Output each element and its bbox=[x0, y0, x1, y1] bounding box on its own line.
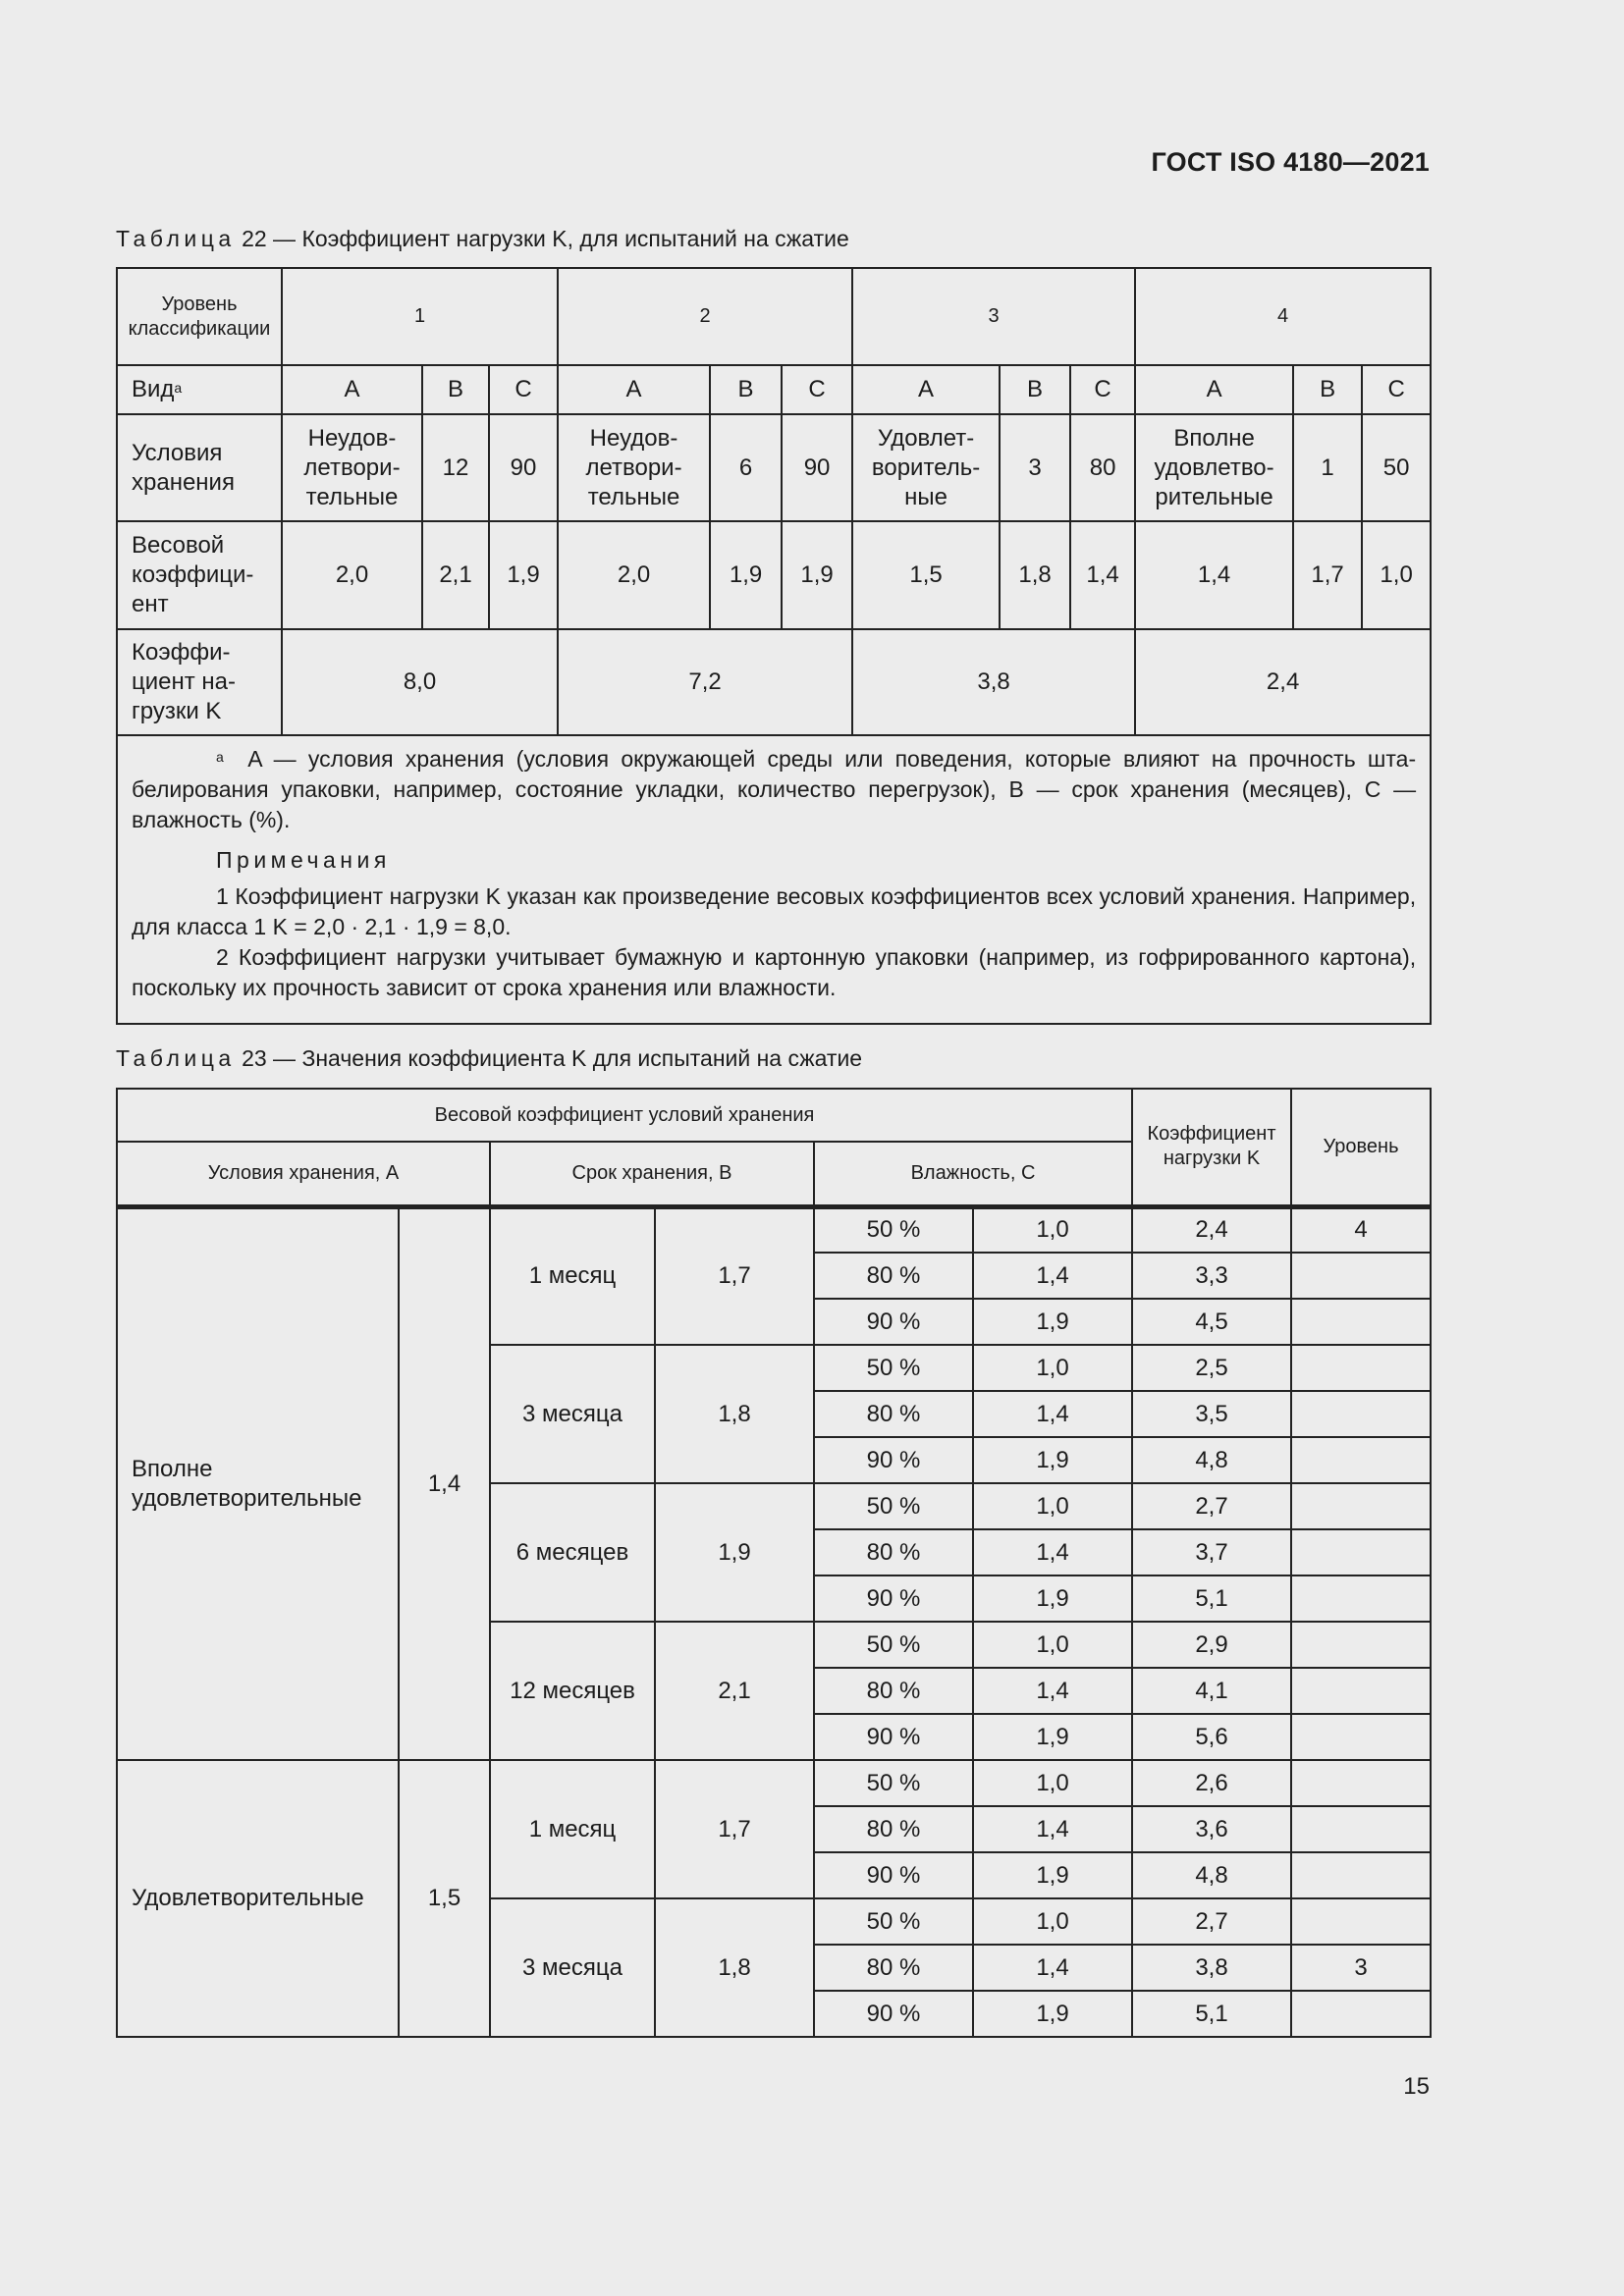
level-cell: 3 bbox=[1291, 1945, 1431, 1991]
humidity-cell: 80 % bbox=[814, 1806, 973, 1852]
table23-caption-text: 23 — Значения коэффициента K для испытаний на сжатие bbox=[235, 1045, 863, 1071]
load-coefficient-cell: 2,6 bbox=[1132, 1760, 1291, 1806]
notes-title: Примечания bbox=[216, 847, 391, 873]
condition-cell: 12 bbox=[422, 414, 489, 521]
condition-cell: 1 bbox=[1293, 414, 1362, 521]
humidity-header: Влажность, C bbox=[814, 1142, 1132, 1206]
humidity-cell: 80 % bbox=[814, 1529, 973, 1575]
humidity-cell: 80 % bbox=[814, 1945, 973, 1991]
storage-condition-cell: Удовлетворительные bbox=[117, 1760, 399, 2037]
humidity-factor-cell: 1,0 bbox=[973, 1622, 1132, 1668]
load-cell: 8,0 bbox=[282, 629, 558, 735]
level-cell bbox=[1291, 1483, 1431, 1529]
storage-term-cell: 12 месяцев bbox=[490, 1622, 655, 1760]
kind-footnote-mark: а bbox=[174, 380, 183, 396]
kind-cell: B bbox=[1000, 365, 1070, 414]
humidity-factor-cell: 1,9 bbox=[973, 1714, 1132, 1760]
table22-caption bbox=[116, 226, 849, 252]
table23-caption bbox=[116, 1045, 862, 1072]
term-factor-cell: 1,7 bbox=[655, 1206, 814, 1345]
storage-term-cell: 3 месяца bbox=[490, 1898, 655, 2037]
table-22 bbox=[116, 267, 1432, 1025]
kind-row-header bbox=[117, 365, 282, 414]
load-coefficient-cell: 3,6 bbox=[1132, 1806, 1291, 1852]
load-coefficient-cell: 5,1 bbox=[1132, 1575, 1291, 1622]
level-cell bbox=[1291, 1529, 1431, 1575]
humidity-factor-cell: 1,4 bbox=[973, 1391, 1132, 1437]
load-cell: 7,2 bbox=[558, 629, 852, 735]
kind-label: Вид bbox=[132, 376, 175, 402]
storage-term-cell: 6 месяцев bbox=[490, 1483, 655, 1622]
weight-cell: 1,9 bbox=[782, 521, 852, 629]
level-header: Уровень bbox=[1291, 1089, 1431, 1206]
load-coefficient-cell: 4,8 bbox=[1132, 1437, 1291, 1483]
condition-factor-cell: 1,5 bbox=[399, 1760, 490, 2037]
term-factor-cell: 1,7 bbox=[655, 1760, 814, 1898]
humidity-factor-cell: 1,9 bbox=[973, 1299, 1132, 1345]
term-factor-cell: 1,8 bbox=[655, 1898, 814, 2037]
humidity-cell: 80 % bbox=[814, 1668, 973, 1714]
load-coefficient-cell: 5,6 bbox=[1132, 1714, 1291, 1760]
humidity-factor-cell: 1,4 bbox=[973, 1529, 1132, 1575]
table-row bbox=[117, 1206, 1431, 1253]
level-cell bbox=[1291, 1437, 1431, 1483]
level-cell bbox=[1291, 1622, 1431, 1668]
load-coefficient-cell: 2,9 bbox=[1132, 1622, 1291, 1668]
term-factor-cell: 2,1 bbox=[655, 1622, 814, 1760]
level-cell bbox=[1291, 1898, 1431, 1945]
conditions-row-header: Условия хранения bbox=[117, 414, 282, 521]
humidity-cell: 80 % bbox=[814, 1253, 973, 1299]
load-coefficient-cell: 2,5 bbox=[1132, 1345, 1291, 1391]
humidity-factor-cell: 1,9 bbox=[973, 1852, 1132, 1898]
condition-cell: 80 bbox=[1070, 414, 1135, 521]
weight-coefficient-header: Весовой коэффициент условий хранения bbox=[117, 1089, 1132, 1142]
load-coefficient-header: Коэффициент нагрузки K bbox=[1132, 1089, 1291, 1206]
weight-cell: 2,0 bbox=[558, 521, 710, 629]
weight-cell: 1,9 bbox=[489, 521, 558, 629]
note-1: 1 Коэффициент нагрузки K указан как произведение весовых коэффициентов всех условий хранения. Например, для класса 1 K = 2,0 · 2,1 · 1,9 = 8,0. bbox=[132, 883, 1417, 939]
humidity-factor-cell: 1,4 bbox=[973, 1253, 1132, 1299]
load-coefficient-cell: 3,3 bbox=[1132, 1253, 1291, 1299]
table-row bbox=[117, 1760, 1431, 1806]
humidity-cell: 50 % bbox=[814, 1483, 973, 1529]
condition-cell: Неудовлетворительные bbox=[558, 414, 710, 521]
level-4: 4 bbox=[1135, 268, 1431, 365]
condition-cell: Удовлетворительные bbox=[852, 414, 1000, 521]
load-cell: 2,4 bbox=[1135, 629, 1431, 735]
condition-cell: 90 bbox=[782, 414, 852, 521]
condition-cell: 3 bbox=[1000, 414, 1070, 521]
humidity-cell: 90 % bbox=[814, 1852, 973, 1898]
level-cell bbox=[1291, 1852, 1431, 1898]
humidity-cell: 90 % bbox=[814, 1575, 973, 1622]
load-coefficient-cell: 2,7 bbox=[1132, 1483, 1291, 1529]
level-2: 2 bbox=[558, 268, 852, 365]
level-3: 3 bbox=[852, 268, 1135, 365]
level-cell bbox=[1291, 1345, 1431, 1391]
humidity-cell: 50 % bbox=[814, 1760, 973, 1806]
humidity-cell: 90 % bbox=[814, 1991, 973, 2037]
kind-cell: B bbox=[1293, 365, 1362, 414]
humidity-factor-cell: 1,9 bbox=[973, 1991, 1132, 2037]
weight-cell: 1,9 bbox=[710, 521, 782, 629]
table22-notes bbox=[117, 735, 1431, 1024]
condition-cell: 90 bbox=[489, 414, 558, 521]
level-cell bbox=[1291, 1253, 1431, 1299]
level-cell: 4 bbox=[1291, 1206, 1431, 1253]
note-2: 2 Коэффициент нагрузки учитывает бумажную и картонную упаковки (например, из гофрированного картона), поскольку их прочность зависит от срока хранения или влажности. bbox=[132, 944, 1417, 1000]
storage-term-cell: 1 месяц bbox=[490, 1206, 655, 1345]
weight-cell: 1,0 bbox=[1362, 521, 1431, 629]
table22-caption-text: 22 — Коэффициент нагрузки K, для испытаний на сжатие bbox=[235, 226, 849, 251]
humidity-cell: 50 % bbox=[814, 1206, 973, 1253]
level-cell bbox=[1291, 1806, 1431, 1852]
condition-cell: 50 bbox=[1362, 414, 1431, 521]
load-coefficient-cell: 4,5 bbox=[1132, 1299, 1291, 1345]
kind-cell: C bbox=[782, 365, 852, 414]
humidity-factor-cell: 1,0 bbox=[973, 1760, 1132, 1806]
humidity-factor-cell: 1,4 bbox=[973, 1668, 1132, 1714]
humidity-cell: 80 % bbox=[814, 1391, 973, 1437]
level-1: 1 bbox=[282, 268, 558, 365]
load-coefficient-cell: 4,8 bbox=[1132, 1852, 1291, 1898]
load-coefficient-cell: 3,8 bbox=[1132, 1945, 1291, 1991]
storage-condition-cell: Вполне удовлетворительные bbox=[117, 1206, 399, 1760]
footnote-text: A — условия хранения (условия окружающей среды или поведения, которые влияют на прочность штабелирования упаковки, например, состояние укладки, количество перегрузок), B — срок хранения (месяцев), C — влажность (%). bbox=[132, 746, 1417, 832]
kind-cell: A bbox=[852, 365, 1000, 414]
kind-cell: B bbox=[710, 365, 782, 414]
document-code: ГОСТ ISO 4180—2021 bbox=[1151, 147, 1430, 177]
humidity-factor-cell: 1,4 bbox=[973, 1945, 1132, 1991]
weight-cell: 1,5 bbox=[852, 521, 1000, 629]
level-row-header: Уровень классификации bbox=[117, 268, 282, 365]
load-coefficient-cell: 2,7 bbox=[1132, 1898, 1291, 1945]
humidity-cell: 90 % bbox=[814, 1714, 973, 1760]
level-cell bbox=[1291, 1714, 1431, 1760]
weight-row-header: Весовой коэффициент bbox=[117, 521, 282, 629]
weight-cell: 1,8 bbox=[1000, 521, 1070, 629]
humidity-factor-cell: 1,0 bbox=[973, 1483, 1132, 1529]
load-coefficient-cell: 3,5 bbox=[1132, 1391, 1291, 1437]
weight-cell: 1,7 bbox=[1293, 521, 1362, 629]
condition-cell: 6 bbox=[710, 414, 782, 521]
weight-cell: 1,4 bbox=[1070, 521, 1135, 629]
kind-cell: C bbox=[1070, 365, 1135, 414]
weight-cell: 2,0 bbox=[282, 521, 422, 629]
load-coefficient-cell: 4,1 bbox=[1132, 1668, 1291, 1714]
kind-cell: A bbox=[1135, 365, 1293, 414]
humidity-cell: 90 % bbox=[814, 1437, 973, 1483]
term-factor-cell: 1,8 bbox=[655, 1345, 814, 1483]
level-cell bbox=[1291, 1575, 1431, 1622]
kind-cell: A bbox=[282, 365, 422, 414]
table22-caption-prefix: Таблица bbox=[116, 226, 236, 251]
humidity-factor-cell: 1,0 bbox=[973, 1206, 1132, 1253]
humidity-cell: 90 % bbox=[814, 1299, 973, 1345]
level-cell bbox=[1291, 1391, 1431, 1437]
table23-caption-prefix: Таблица bbox=[116, 1045, 236, 1071]
footnote bbox=[132, 744, 1416, 835]
load-coefficient-cell: 2,4 bbox=[1132, 1206, 1291, 1253]
humidity-factor-cell: 1,0 bbox=[973, 1345, 1132, 1391]
footnote-mark: а bbox=[216, 749, 224, 765]
level-cell bbox=[1291, 1991, 1431, 2037]
kind-cell: B bbox=[422, 365, 489, 414]
table-23 bbox=[116, 1088, 1432, 2038]
storage-term-cell: 1 месяц bbox=[490, 1760, 655, 1898]
load-coefficient-cell: 5,1 bbox=[1132, 1991, 1291, 2037]
condition-cell: Вполне удовлетворительные bbox=[1135, 414, 1293, 521]
kind-cell: A bbox=[558, 365, 710, 414]
condition-cell: Неудовлетворительные bbox=[282, 414, 422, 521]
humidity-cell: 50 % bbox=[814, 1898, 973, 1945]
load-row-header: Коэффициент нагрузки K bbox=[117, 629, 282, 735]
load-coefficient-cell: 3,7 bbox=[1132, 1529, 1291, 1575]
humidity-cell: 50 % bbox=[814, 1622, 973, 1668]
storage-term-cell: 3 месяца bbox=[490, 1345, 655, 1483]
weight-cell: 1,4 bbox=[1135, 521, 1293, 629]
kind-cell: C bbox=[489, 365, 558, 414]
humidity-factor-cell: 1,0 bbox=[973, 1898, 1132, 1945]
page-number: 15 bbox=[1403, 2073, 1430, 2100]
kind-cell: C bbox=[1362, 365, 1431, 414]
weight-cell: 2,1 bbox=[422, 521, 489, 629]
storage-term-header: Срок хранения, B bbox=[490, 1142, 814, 1206]
term-factor-cell: 1,9 bbox=[655, 1483, 814, 1622]
humidity-cell: 50 % bbox=[814, 1345, 973, 1391]
level-cell bbox=[1291, 1299, 1431, 1345]
condition-factor-cell: 1,4 bbox=[399, 1206, 490, 1760]
storage-conditions-header: Условия хранения, A bbox=[117, 1142, 490, 1206]
level-cell bbox=[1291, 1760, 1431, 1806]
load-cell: 3,8 bbox=[852, 629, 1135, 735]
humidity-factor-cell: 1,9 bbox=[973, 1437, 1132, 1483]
humidity-factor-cell: 1,4 bbox=[973, 1806, 1132, 1852]
level-cell bbox=[1291, 1668, 1431, 1714]
humidity-factor-cell: 1,9 bbox=[973, 1575, 1132, 1622]
